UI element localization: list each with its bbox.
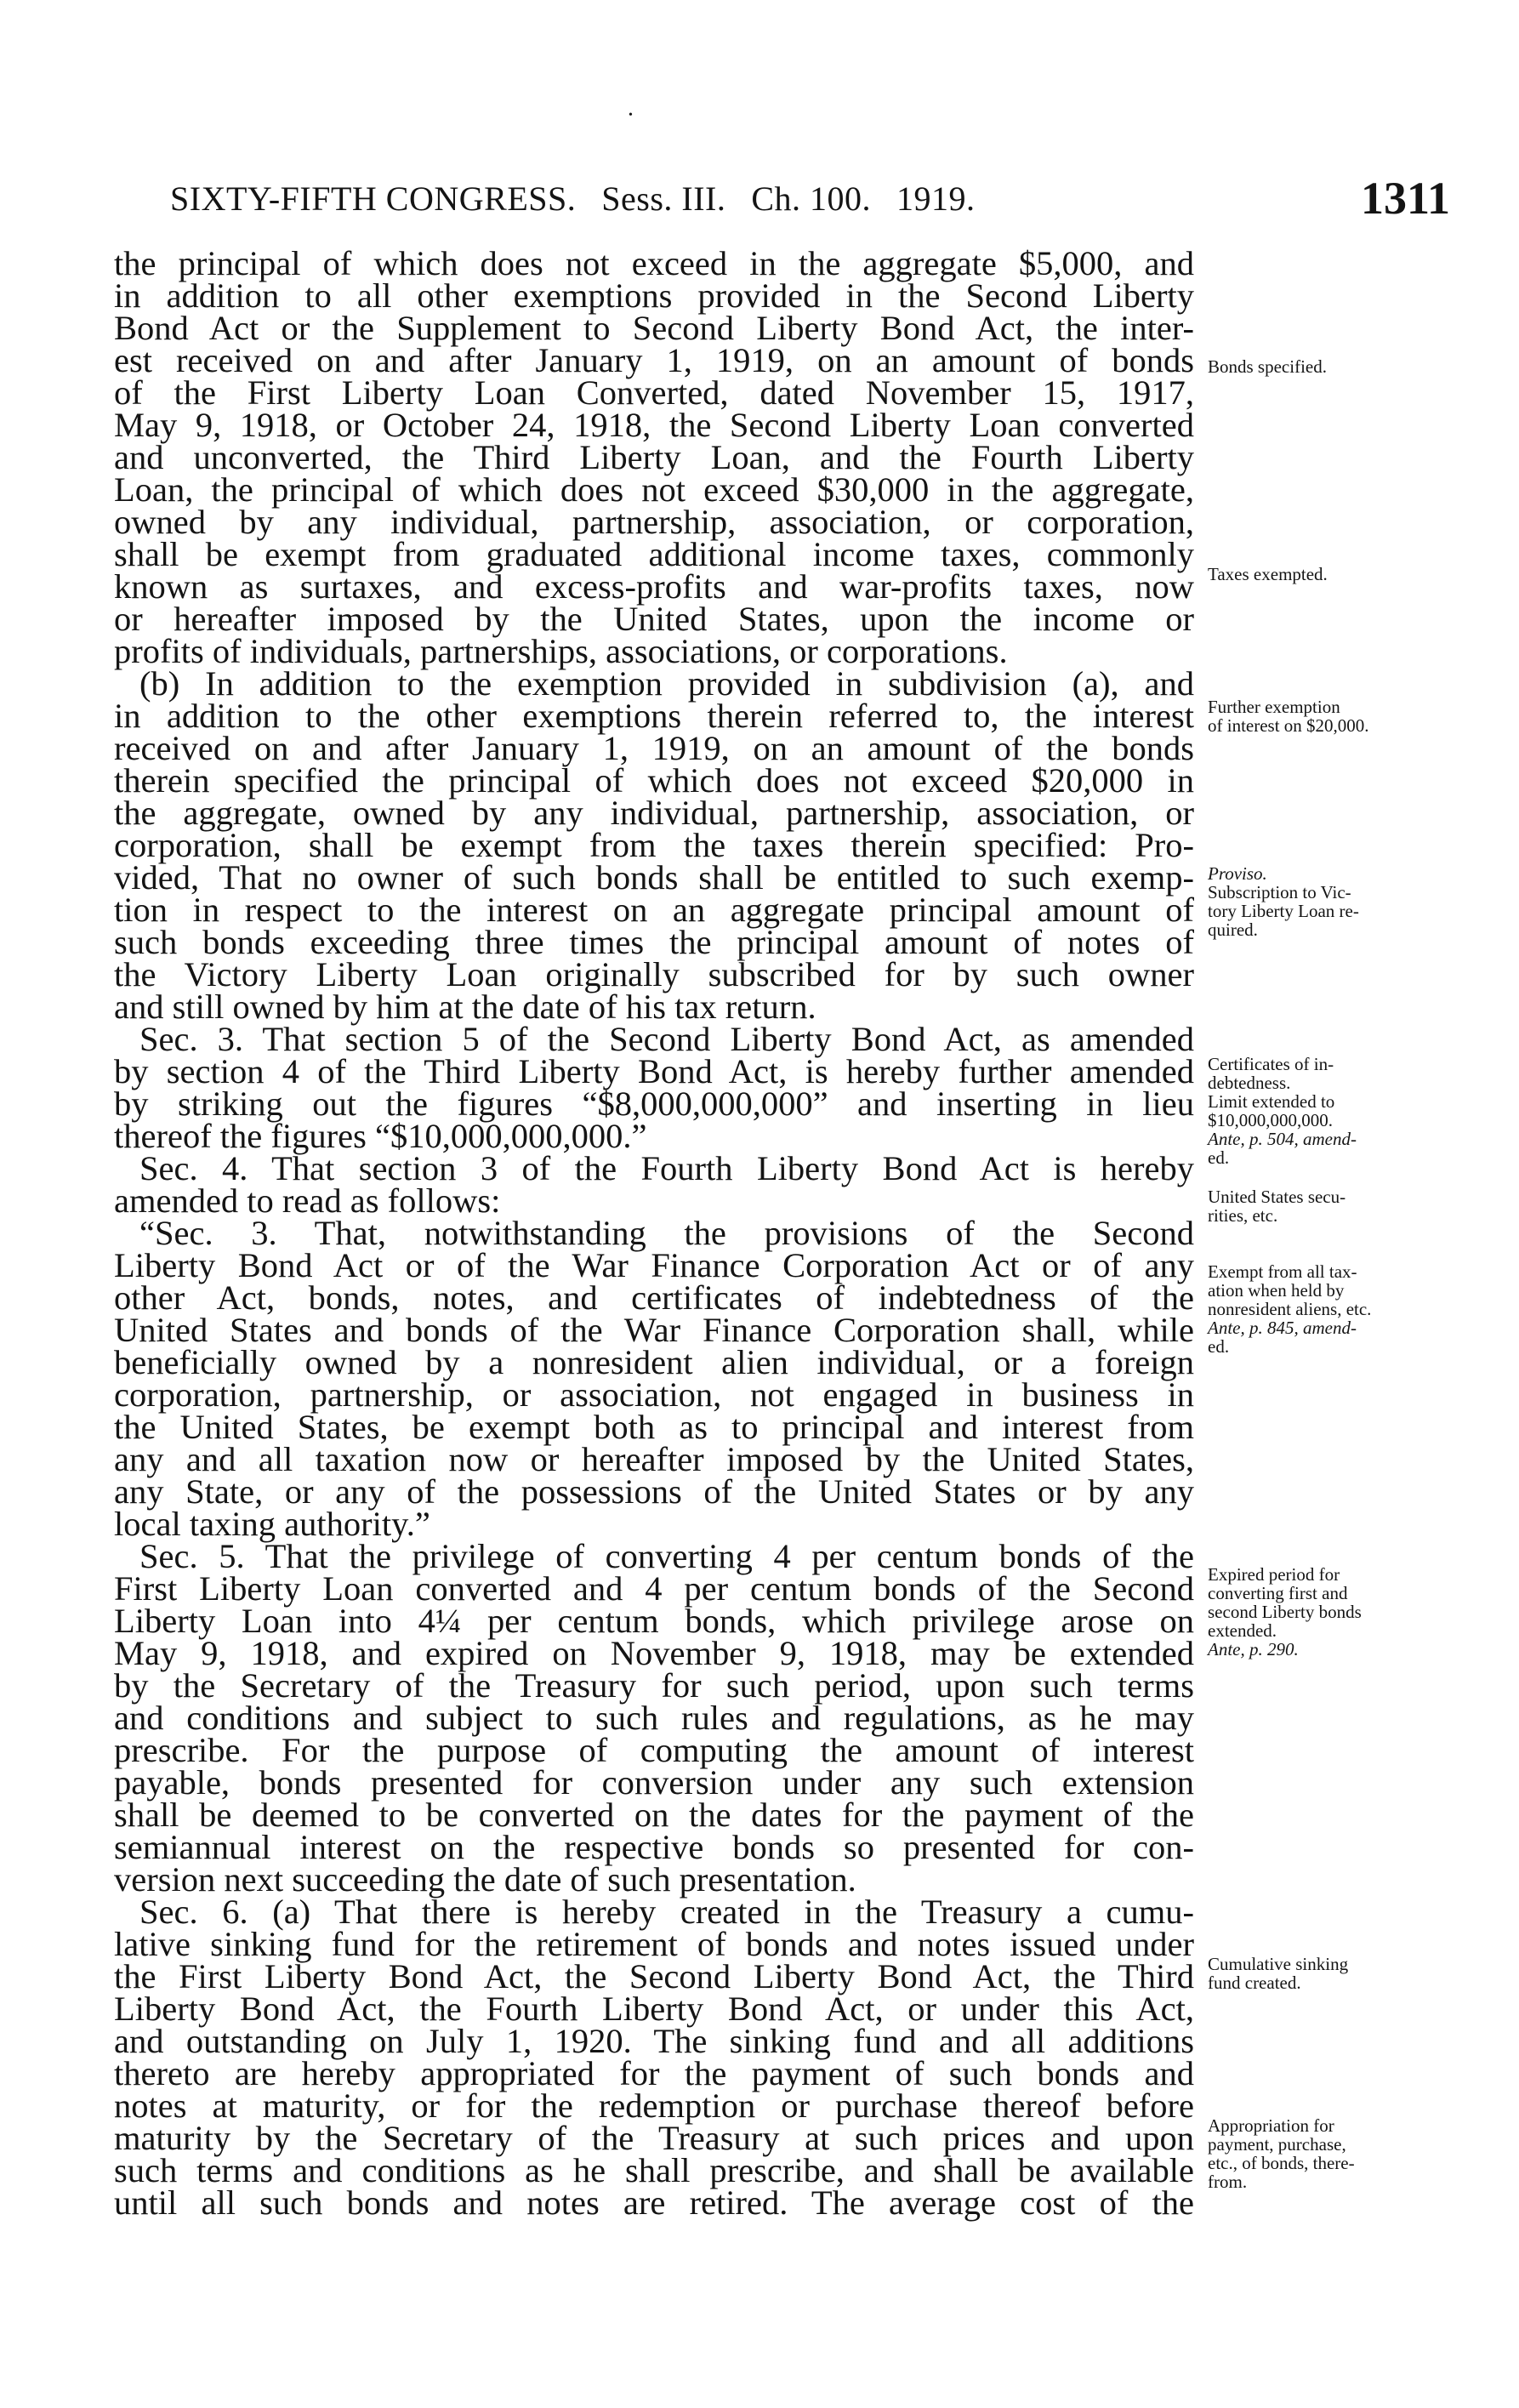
running-head: [170, 179, 1001, 219]
margin-note-line: ed.: [1208, 1336, 1230, 1358]
margin-note-line: etc., of bonds, there-: [1208, 2153, 1355, 2174]
margin-note-line: $10,000,000,000.: [1208, 1110, 1333, 1131]
margin-note-line: payment, purchase,: [1208, 2134, 1346, 2155]
margin-note-line: Limit extended to: [1208, 1091, 1335, 1113]
body-line: First Liberty Loan converted and 4 per centum bonds of the Second: [114, 1569, 1194, 1608]
body-line: vided, That no owner of such bonds shall be entitled to such exemp-: [114, 858, 1194, 897]
margin-note-line: nonresident aliens, etc.: [1208, 1299, 1372, 1320]
body-line: by section 4 of the Third Liberty Bond Act, is hereby further amended: [114, 1052, 1194, 1090]
body-line: in addition to the other exemptions therein referred to, the interest: [114, 697, 1194, 735]
body-line: United States and bonds of the War Finance Corporation shall, while: [114, 1311, 1194, 1349]
body-line: lative sinking fund for the retirement of bonds and notes issued under: [114, 1925, 1194, 1963]
page-number: 1311: [1360, 173, 1450, 224]
body-line: Loan, the principal of which does not exceed $30,000 in the aggregate,: [114, 470, 1194, 509]
margin-note-line: Bonds specified.: [1208, 356, 1327, 377]
margin-note-line: rities, etc.: [1208, 1205, 1278, 1227]
body-line: est received on and after January 1, 1919, on an amount of bonds: [114, 341, 1194, 379]
body-line: therein specified the principal of which does not exceed $20,000 in: [114, 761, 1194, 800]
body-line: such terms and conditions as he shall prescribe, and shall be available: [114, 2151, 1194, 2189]
body-line: or hereafter imposed by the United States, upon the income or: [114, 600, 1194, 638]
body-line: the United States, be exempt both as to principal and interest from: [114, 1408, 1194, 1446]
body-line: any State, or any of the possessions of the United States or by any: [114, 1472, 1194, 1511]
note-appropriation: [1208, 2116, 1463, 2191]
chapter-label: Ch. 100.: [751, 179, 872, 218]
year-label: 1919.: [896, 179, 976, 218]
body-line: corporation, partnership, or association, not engaged in business in: [114, 1375, 1194, 1414]
body-line: semiannual interest on the respective bonds so presented for con-: [114, 1828, 1194, 1866]
body-line: the aggregate, owned by any individual, partnership, association, or: [114, 794, 1194, 832]
margin-note-line: Ante, p. 504, amend-: [1208, 1129, 1357, 1150]
margin-note-line: quired.: [1208, 919, 1258, 941]
body-line: Sec. 3. That section 5 of the Second Liberty Bond Act, as amended: [139, 1020, 1194, 1058]
body-line: other Act, bonds, notes, and certificates of indebtedness of the: [114, 1278, 1194, 1317]
body-line: and conditions and subject to such rules and regulations, as he may: [114, 1699, 1194, 1737]
margin-note-line: Further exemption: [1208, 697, 1340, 717]
note-sinking-fund: [1208, 1955, 1463, 1992]
body-line: the principal of which does not exceed in the aggregate $5,000, and: [114, 244, 1194, 282]
body-line: Sec. 4. That section 3 of the Fourth Liberty Bond Act is hereby: [139, 1149, 1194, 1187]
margin-note-line: debtedness.: [1208, 1073, 1291, 1094]
printer-mark: •: [629, 109, 633, 122]
note-taxes-exempted: [1208, 565, 1463, 583]
margin-note-line: Expired period for: [1208, 1564, 1340, 1585]
body-line: thereof the figures “$10,000,000,000.”: [114, 1117, 647, 1155]
running-header: [170, 170, 1450, 230]
body-line: thereto are hereby appropriated for the payment of such bonds and: [114, 2054, 1194, 2092]
note-certificates: [1208, 1055, 1463, 1167]
body-line: until all such bonds and notes are retired. The average cost of the: [114, 2183, 1194, 2222]
body-line: and outstanding on July 1, 1920. The sinking fund and all additions: [114, 2022, 1194, 2060]
margin-note-line: converting first and: [1208, 1583, 1348, 1604]
body-line: the First Liberty Bond Act, the Second Liberty Bond Act, the Third: [114, 1957, 1194, 1995]
margin-note-line: of interest on $20,000.: [1208, 715, 1369, 737]
body-line: Sec. 5. That the privilege of converting 4 per centum bonds of the: [139, 1537, 1194, 1575]
congress-label: SIXTY-FIFTH CONGRESS.: [170, 179, 577, 218]
body-line: payable, bonds presented for conversion under any such extension: [114, 1763, 1194, 1802]
body-line: Sec. 6. (a) That there is hereby created in the Treasury a cumu-: [139, 1893, 1194, 1931]
body-line: of the First Liberty Loan Converted, dated November 15, 1917,: [114, 373, 1194, 412]
note-proviso: [1208, 864, 1463, 939]
body-line: Liberty Bond Act, the Fourth Liberty Bond Act, or under this Act,: [114, 1990, 1194, 2028]
body-line: Bond Act or the Supplement to Second Liberty Bond Act, the inter-: [114, 309, 1194, 347]
body-line: by striking out the figures “$8,000,000,000” and inserting in lieu: [114, 1084, 1194, 1123]
body-line: amended to read as follows:: [114, 1181, 501, 1220]
body-line: and unconverted, the Third Liberty Loan, and the Fourth Liberty: [114, 438, 1194, 476]
note-further-exemption: [1208, 697, 1463, 735]
margin-note-line: tory Liberty Loan re-: [1208, 901, 1359, 922]
body-line: shall be exempt from graduated additional income taxes, commonly: [114, 535, 1194, 573]
body-line: May 9, 1918, and expired on November 9, 1918, may be extended: [114, 1634, 1194, 1672]
body-line: and still owned by him at the date of his tax return.: [114, 988, 816, 1026]
body-line: shall be deemed to be converted on the dates for the payment of the: [114, 1796, 1194, 1834]
body-line: Liberty Loan into 4¼ per centum bonds, which privilege arose on: [114, 1602, 1194, 1640]
body-line: beneficially owned by a nonresident alien individual, or a foreign: [114, 1343, 1194, 1381]
body-line: such bonds exceeding three times the principal amount of notes of: [114, 923, 1194, 961]
margin-note-line: Ante, p. 290.: [1208, 1639, 1299, 1660]
body-line: corporation, shall be exempt from the taxes therein specified: Pro-: [114, 826, 1194, 864]
body-line: in addition to all other exemptions provided in the Second Liberty: [114, 276, 1194, 315]
note-expired-period: [1208, 1565, 1463, 1659]
margin-note-line: Proviso.: [1208, 863, 1267, 884]
note-us-securities: [1208, 1187, 1463, 1225]
body-line: the Victory Liberty Loan originally subscribed for by such owner: [114, 955, 1194, 993]
margin-note-line: extended.: [1208, 1620, 1277, 1642]
margin-note-line: ation when held by: [1208, 1280, 1345, 1301]
margin-note-line: United States secu-: [1208, 1187, 1346, 1207]
session-label: Sess. III.: [601, 179, 726, 218]
body-line: maturity by the Secretary of the Treasury at such prices and upon: [114, 2119, 1194, 2157]
body-line: by the Secretary of the Treasury for such period, upon such terms: [114, 1666, 1194, 1705]
body-line: known as surtaxes, and excess-profits and war-profits taxes, now: [114, 567, 1194, 606]
body-line: profits of individuals, partnerships, associations, or corporations.: [114, 632, 1008, 670]
margin-note-line: fund created.: [1208, 1973, 1301, 1994]
margin-note-line: Exempt from all tax-: [1208, 1261, 1357, 1282]
margin-note-line: Subscription to Vic-: [1208, 882, 1351, 903]
margin-note-line: Taxes exempted.: [1208, 564, 1328, 584]
margin-note-line: from.: [1208, 2172, 1248, 2193]
body-line: tion in respect to the interest on an aggregate principal amount of: [114, 891, 1194, 929]
body-line: received on and after January 1, 1919, on an amount of the bonds: [114, 729, 1194, 767]
note-bonds-specified: [1208, 357, 1463, 376]
margin-note-line: Appropriation for: [1208, 2115, 1334, 2136]
body-line: (b) In addition to the exemption provided in subdivision (a), and: [139, 664, 1194, 703]
body-line: “Sec. 3. That, notwithstanding the provisions of the Second: [139, 1214, 1194, 1252]
body-text: [114, 244, 1194, 2222]
body-line: any and all taxation now or hereafter imposed by the United States,: [114, 1440, 1194, 1478]
margin-note-line: Cumulative sinking: [1208, 1954, 1349, 1974]
body-line: notes at maturity, or for the redemption or purchase thereof before: [114, 2086, 1194, 2125]
body-line: May 9, 1918, or October 24, 1918, the Second Liberty Loan converted: [114, 406, 1194, 444]
body-line: local taxing authority.”: [114, 1505, 430, 1543]
margin-note-line: Certificates of in-: [1208, 1054, 1334, 1074]
body-line: owned by any individual, partnership, association, or corporation,: [114, 503, 1194, 541]
margin-note-line: Ante, p. 845, amend-: [1208, 1318, 1357, 1339]
margin-note-line: ed.: [1208, 1147, 1230, 1169]
body-line: version next succeeding the date of such presentation.: [114, 1860, 856, 1899]
note-exempt-all-taxation: [1208, 1262, 1463, 1356]
body-line: Liberty Bond Act or of the War Finance Corporation Act or of any: [114, 1246, 1194, 1284]
body-line: prescribe. For the purpose of computing the amount of interest: [114, 1731, 1194, 1769]
margin-note-line: second Liberty bonds: [1208, 1602, 1362, 1623]
